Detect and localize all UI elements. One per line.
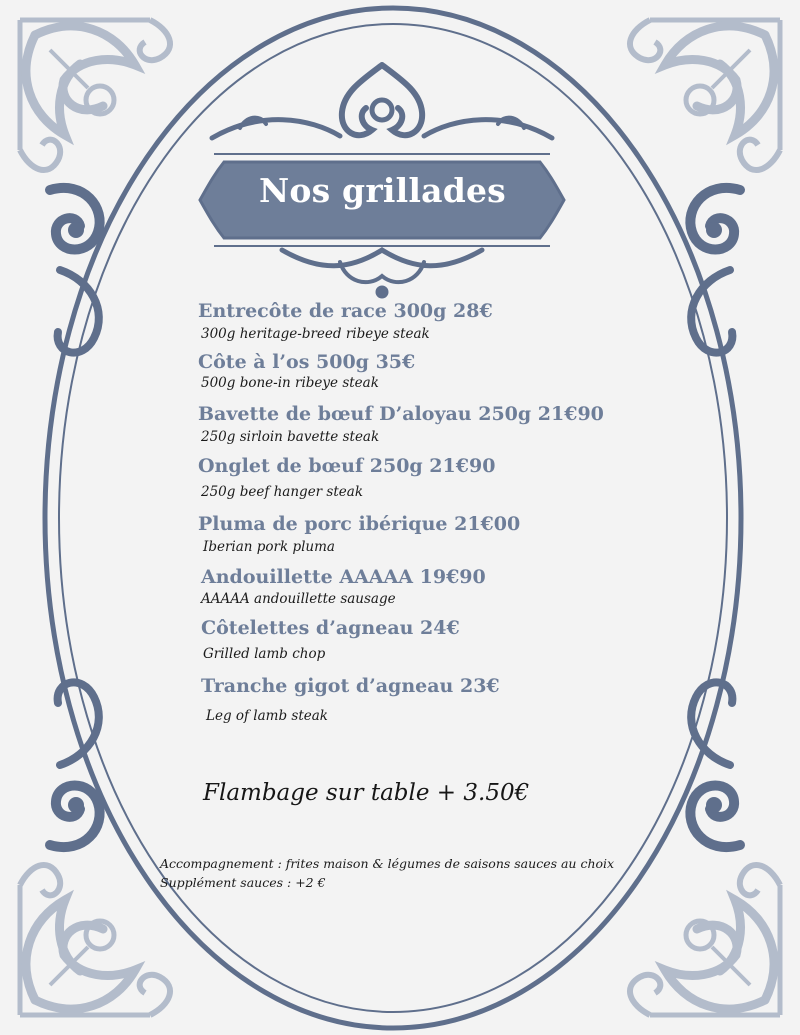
menu-item-description: 250g beef hanger steak <box>201 484 363 500</box>
corner-flourish-icon <box>630 20 780 170</box>
side-scroll-icon <box>50 682 100 847</box>
corner-flourish-icon <box>20 865 170 1015</box>
corner-flourish-icon <box>630 865 780 1015</box>
menu-item-name: Pluma de porc ibérique 21€00 <box>198 513 521 535</box>
accompaniment-note: Accompagnement : frites maison & légumes de saisons sauces au choix <box>160 856 615 871</box>
menu-item-name: Andouillette AAAAA 19€90 <box>201 566 486 588</box>
flambage-note: Flambage sur table + 3.50€ <box>203 780 530 806</box>
menu-item-description: Leg of lamb steak <box>206 708 328 724</box>
side-scroll-icon <box>50 188 100 353</box>
menu-item-description: AAAAA andouillette sausage <box>201 591 396 607</box>
menu-item-name: Côte à l’os 500g 35€ <box>198 351 416 373</box>
menu-item-description: 300g heritage-breed ribeye steak <box>201 326 430 342</box>
sauce-supplement-note: Supplément sauces : +2 € <box>160 875 326 890</box>
menu-item-description: 500g bone-in ribeye steak <box>201 375 379 391</box>
menu-item-description: Iberian pork pluma <box>203 539 335 555</box>
menu-item-name: Bavette de bœuf D’aloyau 250g 21€90 <box>198 403 604 425</box>
menu-item-description: Grilled lamb chop <box>203 646 326 662</box>
menu-item-name: Tranche gigot d’agneau 23€ <box>201 675 500 697</box>
corner-flourish-icon <box>20 20 170 170</box>
menu-item-name: Onglet de bœuf 250g 21€90 <box>198 455 496 477</box>
menu-item-name: Entrecôte de race 300g 28€ <box>198 300 493 322</box>
menu-item-name: Côtelettes d’agneau 24€ <box>201 617 460 639</box>
menu-title: Nos grillades <box>259 170 506 210</box>
menu-item-description: 250g sirloin bavette steak <box>201 429 380 445</box>
